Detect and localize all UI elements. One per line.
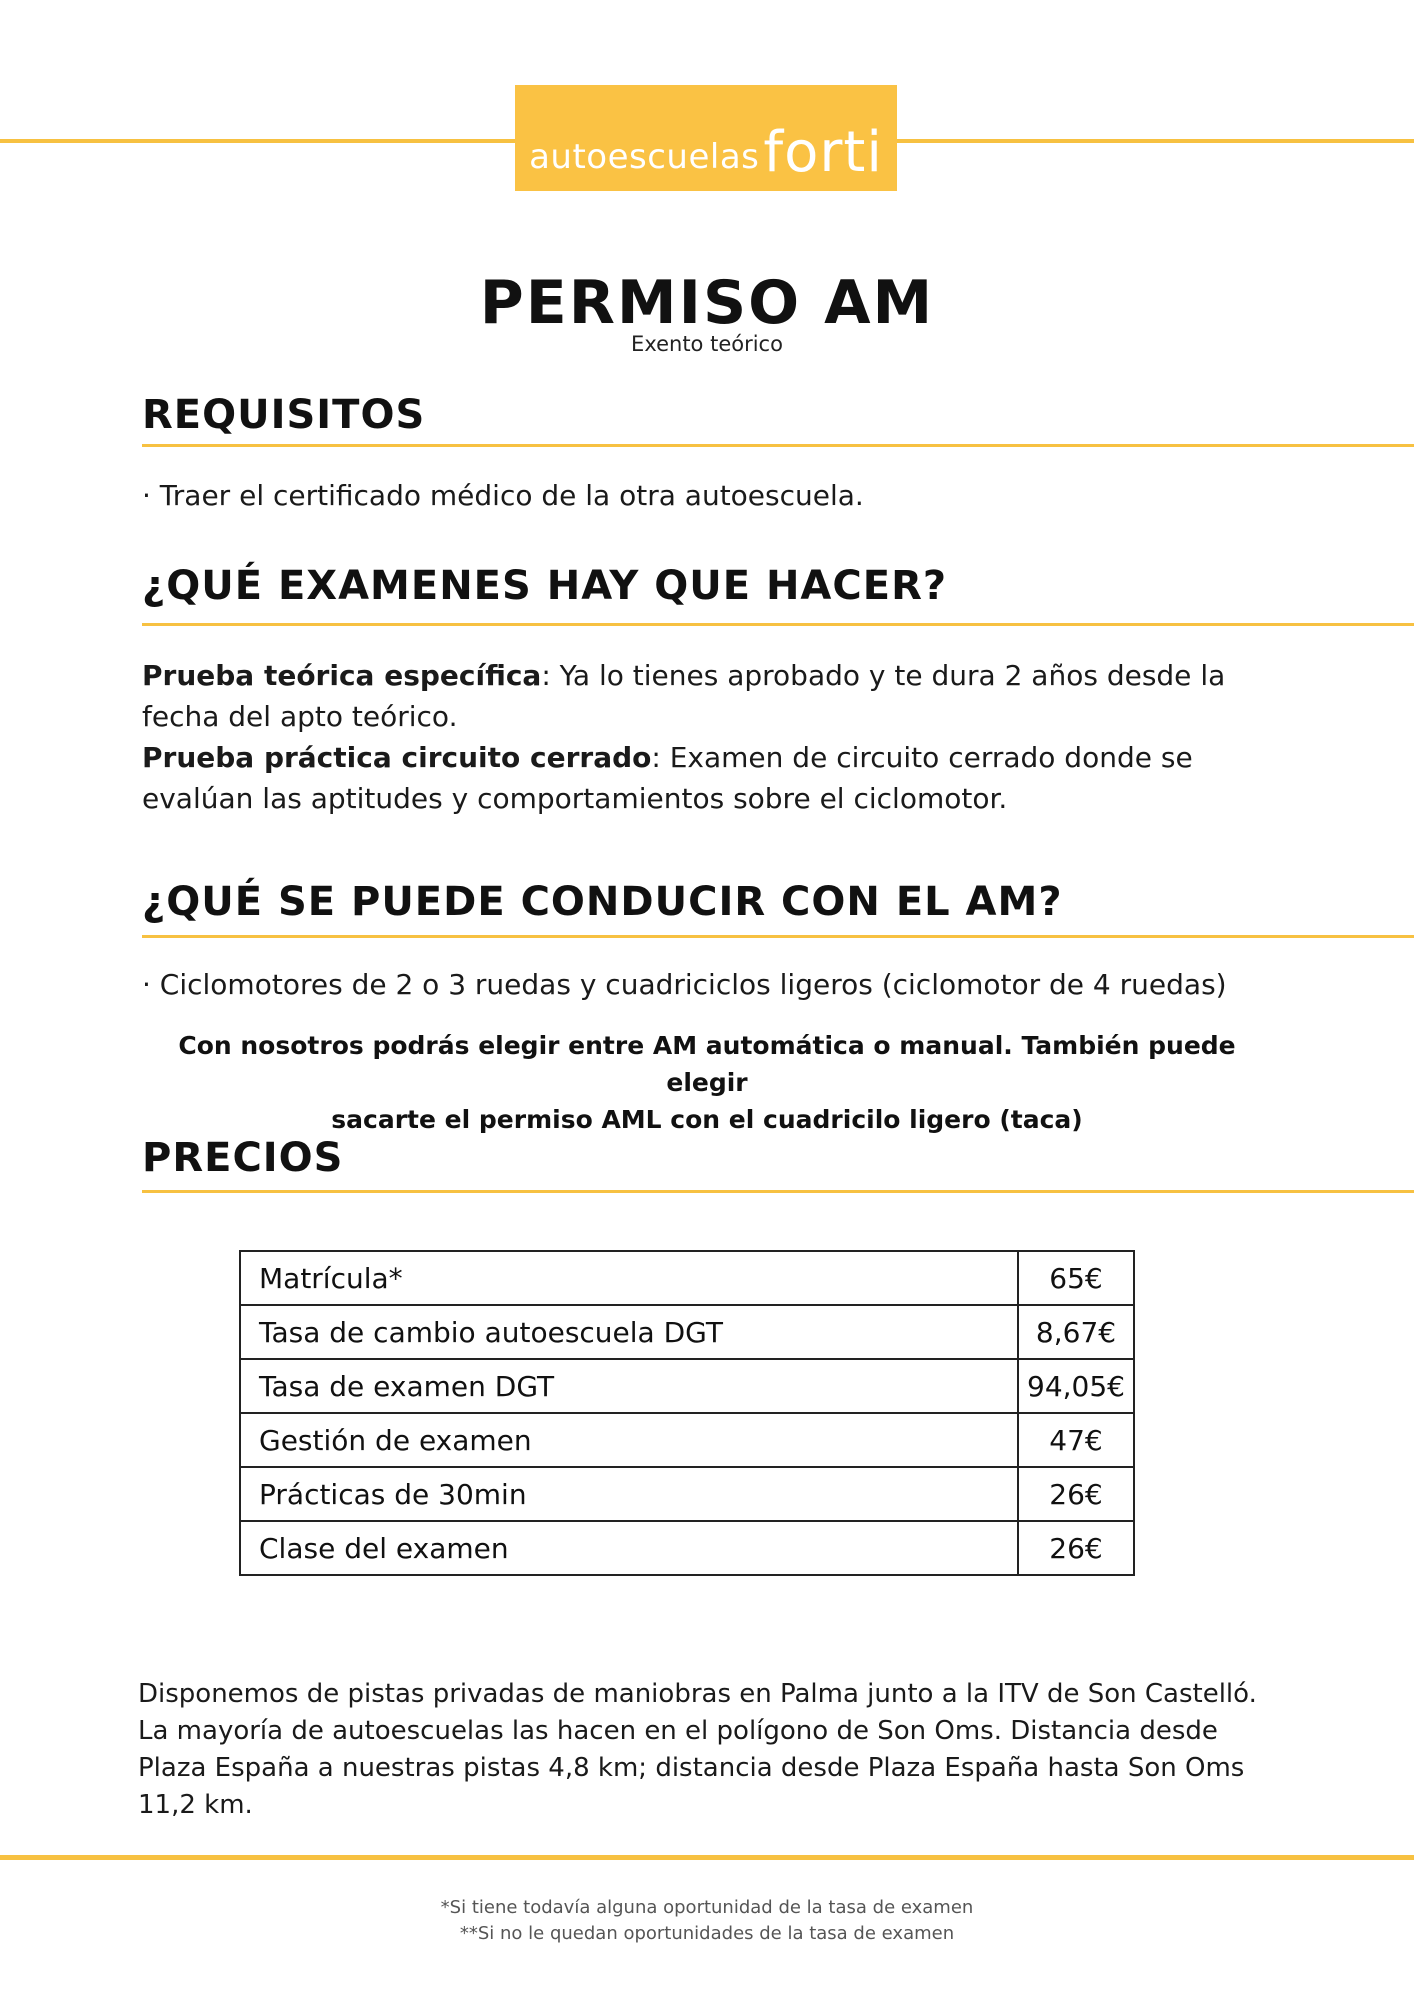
price-concept: Clase del examen xyxy=(240,1521,1018,1575)
price-amount: 8,67€ xyxy=(1018,1305,1134,1359)
price-concept: Tasa de cambio autoescuela DGT xyxy=(240,1305,1018,1359)
table-row xyxy=(240,1359,1134,1413)
price-concept: Matrícula* xyxy=(240,1251,1018,1305)
footnote-2: **Si no le quedan oportunidades de la tasa de examen xyxy=(459,1923,955,1944)
table-row xyxy=(240,1521,1134,1575)
section-rule-precios xyxy=(142,1190,1414,1193)
teorica-label: Prueba teórica específica xyxy=(142,659,542,692)
prices-table xyxy=(239,1250,1135,1576)
table-row xyxy=(240,1251,1134,1305)
price-amount: 47€ xyxy=(1018,1413,1134,1467)
table-row xyxy=(240,1467,1134,1521)
teorica-line-2: fecha del apto teórico. xyxy=(142,700,458,733)
footnote-1: *Si tiene todavía alguna oportunidad de la tasa de examen xyxy=(440,1897,974,1918)
price-amount: 94,05€ xyxy=(1018,1359,1134,1413)
section-heading-examenes: ¿QUÉ EXAMENES HAY QUE HACER? xyxy=(142,563,948,609)
practica-text-1: : Examen de circuito cerrado donde se xyxy=(651,741,1193,774)
examenes-text xyxy=(142,655,1225,819)
page-subtitle: Exento teórico xyxy=(631,332,783,356)
conducir-note xyxy=(142,1027,1272,1138)
table-row xyxy=(240,1413,1134,1467)
section-rule-requisitos xyxy=(142,444,1414,447)
teorica-line-1 xyxy=(142,655,1225,696)
section-rule-examenes xyxy=(142,623,1414,626)
conducir-note-line-1: Con nosotros podrás elegir entre AM automática o manual. También puede elegir xyxy=(178,1031,1236,1097)
teorica-text-1: : Ya lo tienes aprobado y te dura 2 años desde la xyxy=(541,659,1226,692)
price-concept: Tasa de examen DGT xyxy=(240,1359,1018,1413)
price-amount: 26€ xyxy=(1018,1467,1134,1521)
price-concept: Gestión de examen xyxy=(240,1413,1018,1467)
footer-rule xyxy=(0,1855,1414,1860)
practica-label: Prueba práctica circuito cerrado xyxy=(142,741,652,774)
page-title: PERMISO AM xyxy=(479,268,935,338)
price-amount: 65€ xyxy=(1018,1251,1134,1305)
price-amount: 26€ xyxy=(1018,1521,1134,1575)
conducir-note-line-2: sacarte el permiso AML con el cuadricilo ligero (taca) xyxy=(331,1105,1083,1134)
logo-text-autoescuelas: autoescuelas xyxy=(529,137,760,177)
practica-line-1 xyxy=(142,737,1225,778)
requisitos-item: · Traer el certificado médico de la otra autoescuela. xyxy=(142,479,864,512)
conducir-item: · Ciclomotores de 2 o 3 ruedas y cuadriciclos ligeros (ciclomotor de 4 ruedas) xyxy=(142,968,1227,1001)
section-heading-precios: PRECIOS xyxy=(142,1135,344,1181)
practica-line-2: evalúan las aptitudes y comportamientos sobre el ciclomotor. xyxy=(142,782,1008,815)
brand-logo xyxy=(515,85,897,191)
section-heading-requisitos: REQUISITOS xyxy=(142,392,426,438)
table-row xyxy=(240,1305,1134,1359)
price-concept: Prácticas de 30min xyxy=(240,1467,1018,1521)
footer-paragraph: Disponemos de pistas privadas de maniobras en Palma junto a la ITV de Son Castelló. La mayoría de autoescuelas las hacen en el polígono de Son Oms. Distancia desde Plaza España a nuestras pistas 4,8 km; distancia desde Plaza España hasta Son Oms 11,2 km. xyxy=(138,1679,1257,1820)
section-heading-conducir: ¿QUÉ SE PUEDE CONDUCIR CON EL AM? xyxy=(142,879,1063,925)
logo-text-forti: forti xyxy=(763,120,883,185)
section-rule-conducir xyxy=(142,935,1414,938)
